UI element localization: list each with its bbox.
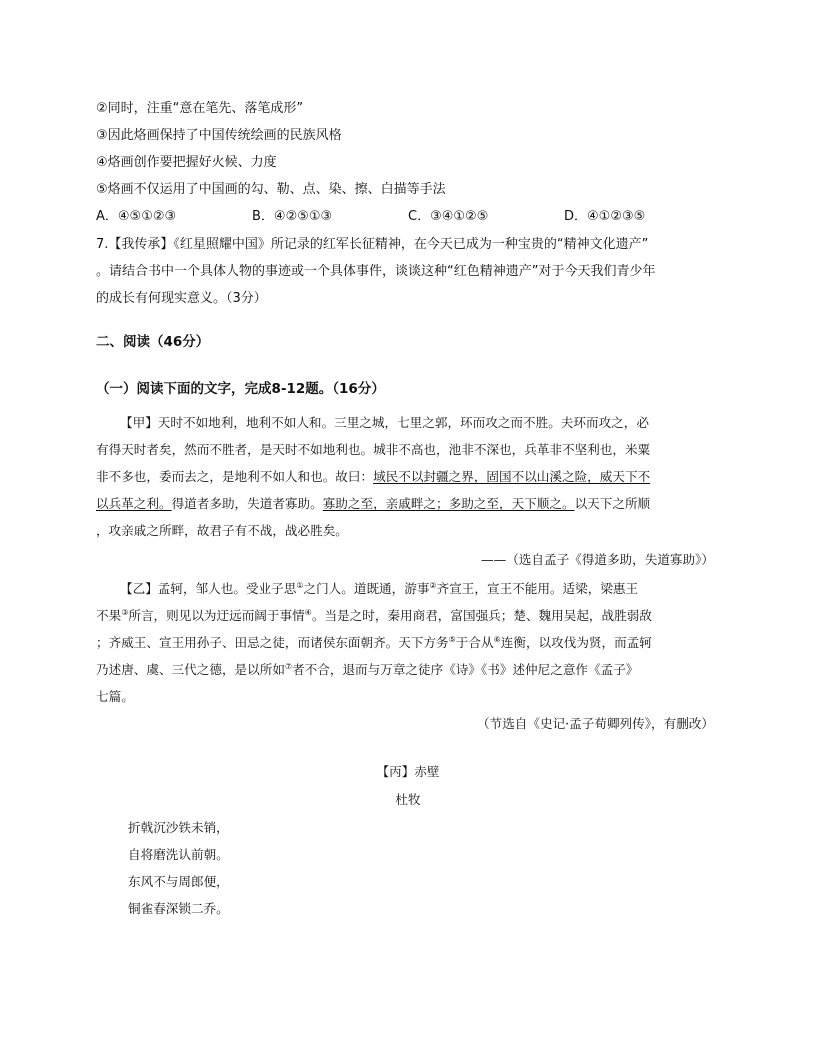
poem-author: 杜牧 [395, 792, 421, 807]
yi-line-3a: ；齐威王、宣王用孙子、田忌之徒，而诸侯东面朝齐。天下方务 [96, 635, 449, 650]
option-b: B．④②⑤①③ [252, 209, 333, 224]
note-3: ③ [121, 607, 129, 617]
yi-line-2b: 所言，则见以为迂远而阔于事情 [128, 608, 305, 623]
note-2: ② [429, 580, 437, 590]
q6-item-2: ②同时，注重“意在笔先、落笔成形” [96, 101, 304, 116]
jia-source: ——（选自孟子《得道多助，失道寡助》） [481, 552, 714, 567]
jia-line-3-text: 非不多也，委而去之，是地利不如人和也。故曰： [96, 469, 374, 484]
section-2-title: 二、阅读（46分） [96, 334, 210, 350]
jia-underline-2: 以兵革之利。 [96, 496, 172, 511]
note-4: ④ [304, 607, 312, 617]
yi-line-1 [120, 578, 638, 597]
option-c: C．③④①②⑤ [408, 209, 489, 224]
note-1: ① [296, 580, 304, 590]
q7-line-1: 7.【我传承】《红星照耀中国》所记录的红军长征精神，在今天已成为一种宝贵的“精神文化遗产” [96, 237, 649, 252]
poem-line-3: 东风不与周郎便， [128, 874, 229, 889]
yi-line-2 [96, 605, 652, 624]
yi-line-3b: 于合从 [455, 635, 494, 650]
yi-line-3c: 连衡，以攻伐为贤，而孟轲 [500, 635, 652, 650]
jia-line-4 [96, 493, 650, 512]
option-d: D．④①②③⑤ [564, 209, 646, 224]
yi-source: （节选自《史记·孟子荀卿列传》，有删改） [477, 716, 714, 731]
yi-line-1b: 之门人。道既通，游事 [303, 581, 430, 596]
q7-line-2: 。请结合书中一个具体人物的事迹或一个具体事件，谈谈这种“红色精神遗产”对于今天我们青少年 [96, 264, 656, 279]
jia-line-3 [96, 466, 650, 485]
yi-line-4 [96, 659, 638, 678]
yi-line-2c: 。当是之时，秦用商君，富国强兵；楚、魏用吴起，战胜弱敌 [311, 608, 652, 623]
q7-line-3: 的成长有何现实意义。（3分） [96, 291, 267, 306]
q6-item-3: ③因此烙画保持了中国传统绘画的民族风格 [96, 128, 342, 143]
yi-line-1c: 齐宣王，宣王不能用。适梁，梁惠王 [436, 581, 639, 596]
jia-underline-1: 域民不以封疆之界，固国不以山溪之险，威天下不 [373, 469, 651, 484]
note-6: ⑥ [493, 634, 501, 644]
q6-item-4: ④烙画创作要把握好火候、力度 [96, 155, 277, 170]
poem-line-4: 铜雀春深锁二乔。 [128, 901, 229, 916]
poem-line-2: 自将磨洗认前朝。 [128, 847, 229, 862]
option-a: A．④⑤①②③ [96, 209, 177, 224]
note-7: ⑦ [284, 661, 293, 671]
poem-title: 【丙】赤壁 [376, 764, 440, 779]
jia-line-4-mid: 得道者多助，失道者寡助。 [171, 496, 323, 511]
yi-line-4b: 者不合，退而与万章之徒序《诗》《书》述仲尼之意作《孟子》 [292, 662, 639, 677]
yi-line-3 [96, 632, 652, 651]
jia-line-2: 有得天时者矣，然而不胜者，是天时不如地利也。城非不高也，池非不深也，兵革非不坚利也，米粟 [96, 442, 651, 457]
yi-line-1a: 【乙】孟轲，邹人也。受业子思 [120, 581, 297, 596]
jia-line-5: ，攻亲戚之所畔，故君子有不战，战必胜矣。 [96, 523, 348, 538]
part-1-title: （一）阅读下面的文字，完成8-12题。（16分） [96, 381, 385, 397]
jia-underline-3: 寡助之至，亲戚畔之；多助之至，天下顺之。 [322, 496, 575, 511]
poem-line-1: 折戟沉沙铁未销， [128, 820, 229, 835]
note-5: ⑤ [448, 634, 456, 644]
yi-line-2a: 不果 [96, 608, 122, 623]
yi-line-5: 七篇。 [96, 689, 134, 704]
yi-line-4a: 乃述唐、虞、三代之德，是以所如 [96, 662, 285, 677]
q6-item-5: ⑤烙画不仅运用了中国画的勾、勒、点、染、擦、白描等手法 [96, 182, 446, 197]
jia-line-4-end: 以天下之所顺 [574, 496, 651, 511]
jia-line-1: 【甲】天时不如地利，地利不如人和。三里之城，七里之郭，环而攻之而不胜。夫环而攻之，必 [120, 415, 649, 430]
